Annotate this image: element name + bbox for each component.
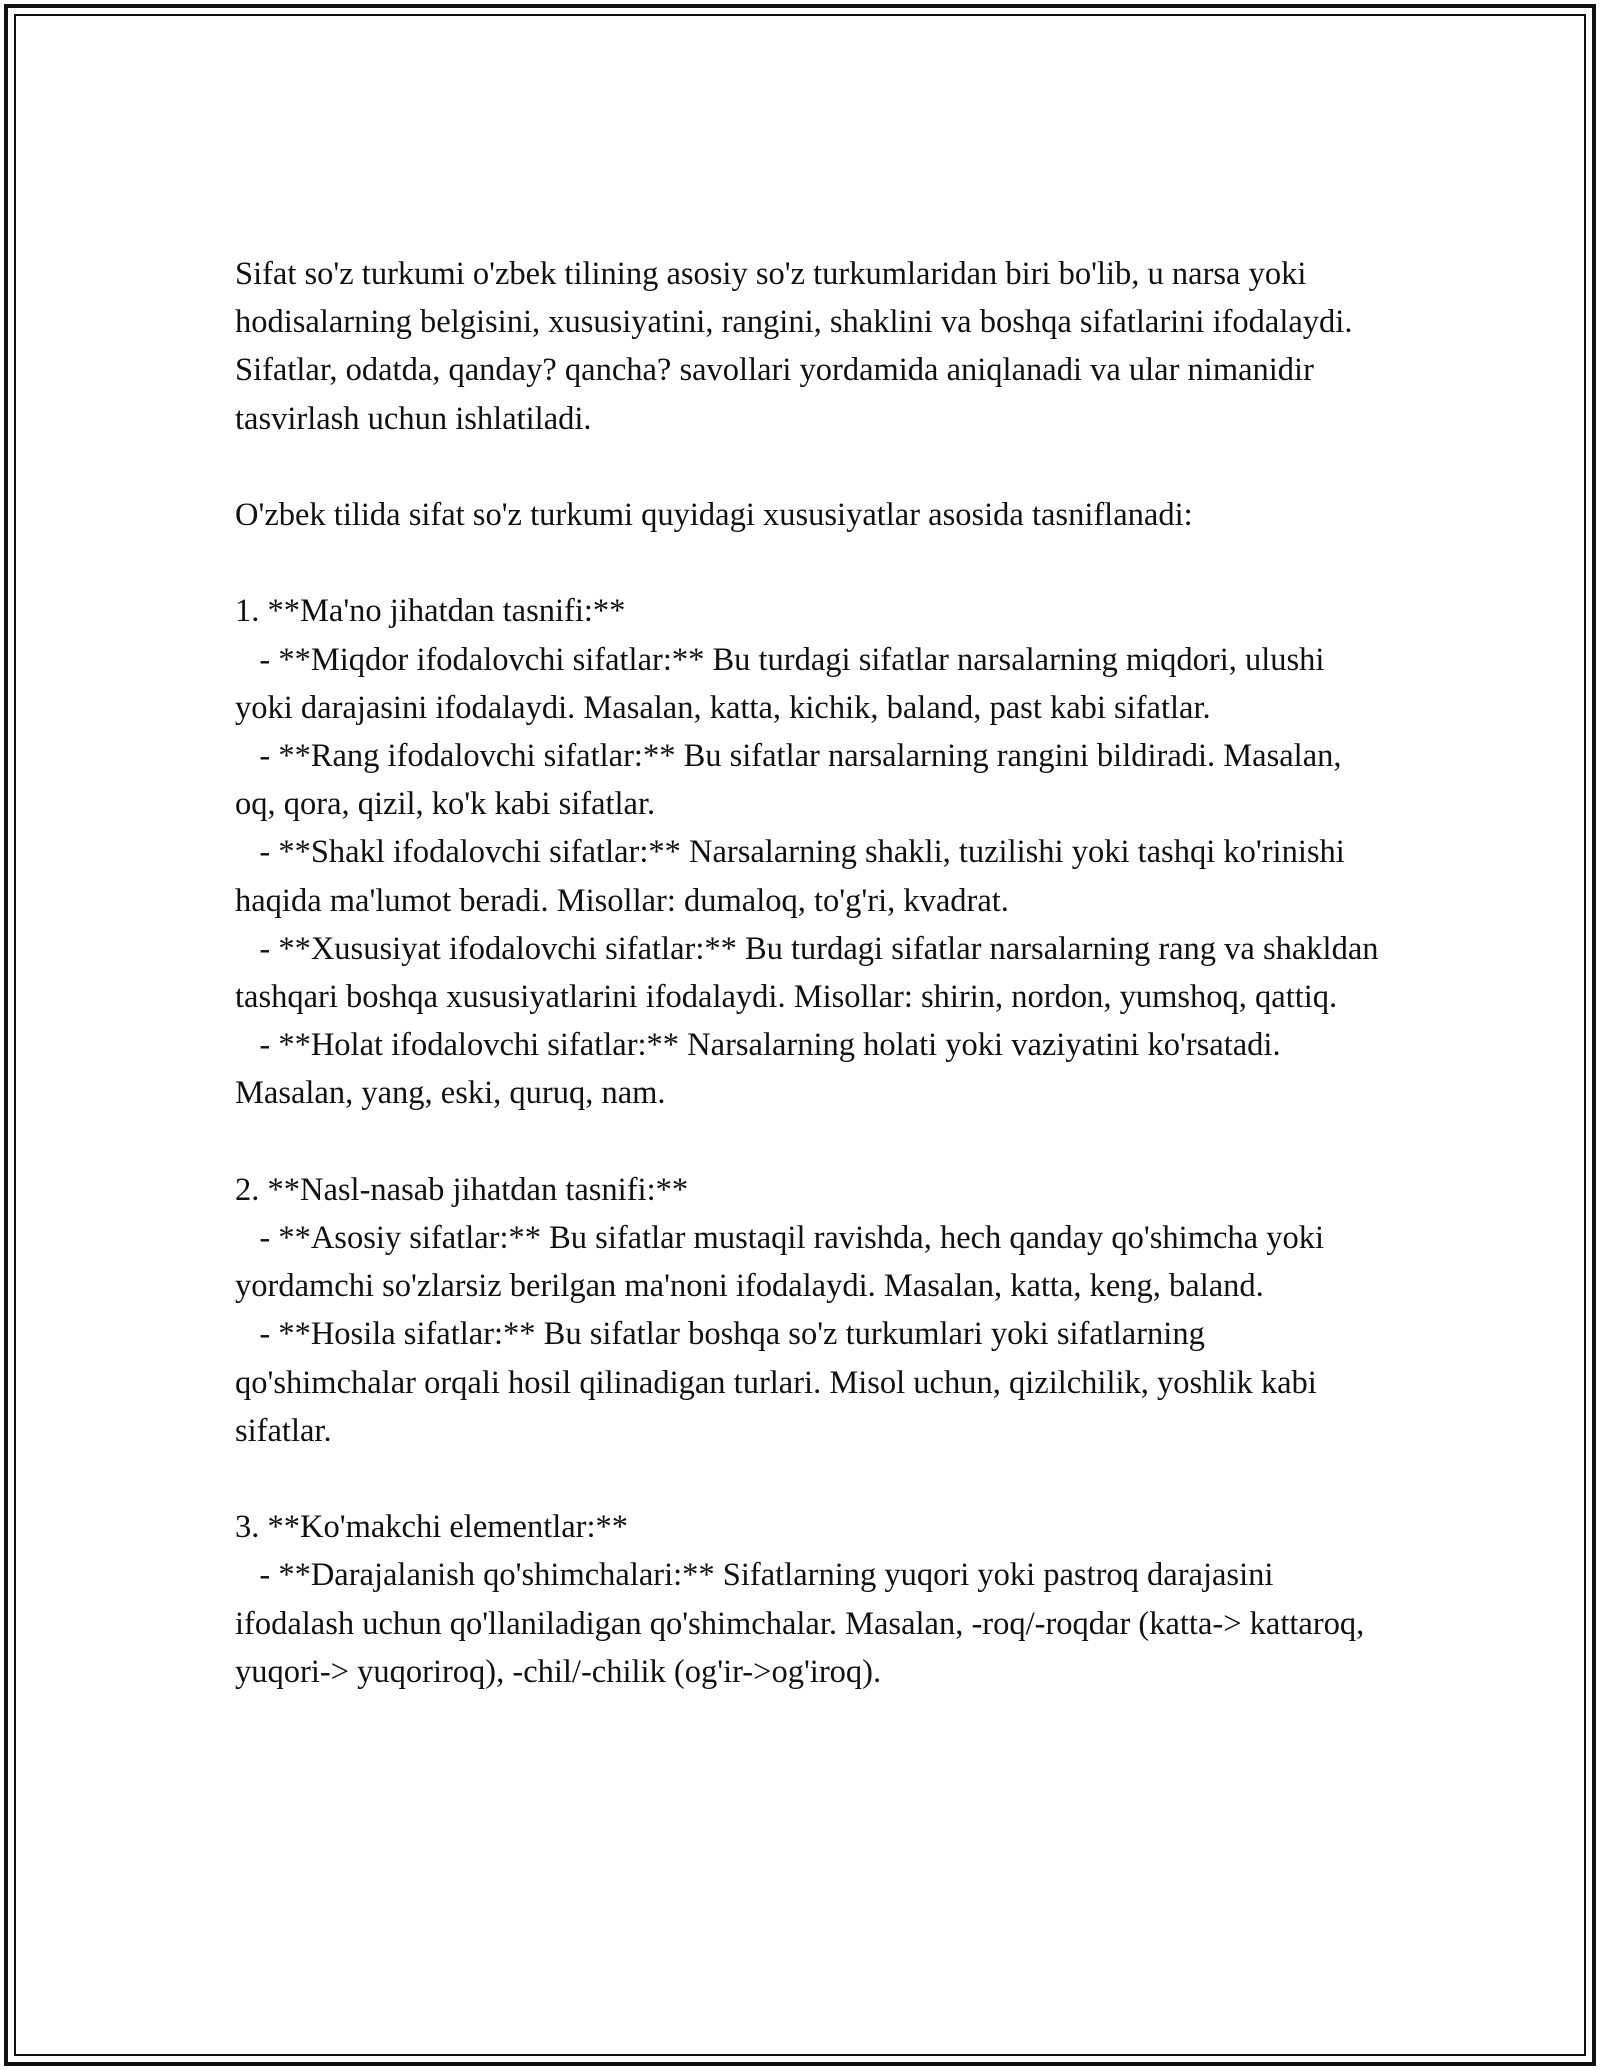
list-item-text: - **Darajalanish qo'shimchalari:** Sifatlarning yuqori yoki pastroq darajasini ifodalash uchun qo'llaniladigan qo'shimchalar. Masalan, -roq/-roqdar (katta-> kattaroq, yuqori-> yuqoriroq), -chil/-chilik (og'ir->og'iroq). [235, 1557, 1365, 1690]
paragraph-gap [235, 539, 1385, 587]
section-heading: 2. **Nasl-nasab jihatdan tasnifi:** [235, 1171, 689, 1208]
list-item [235, 1214, 1385, 1310]
section-3 [235, 1503, 1385, 1696]
list-item [235, 1310, 1385, 1455]
list-item-text: - **Holat ifodalovchi sifatlar:** Narsalarning holati yoki vaziyatini ko'rsatadi. Masalan, yang, eski, quruq, nam. [235, 1027, 1281, 1112]
document-body [235, 250, 1385, 1696]
list-item-text: - **Hosila sifatlar:** Bu sifatlar boshqa so'z turkumlari yoki sifatlarning qo'shimchalar orqali hosil qilinadigan turlari. Misol uchun, qizilchilik, yoshlik kabi sifatlar. [235, 1316, 1317, 1449]
list-item [235, 636, 1385, 732]
list-item [235, 1021, 1385, 1117]
lead-paragraph: O'zbek tilida sifat so'z turkumi quyidagi xususiyatlar asosida tasniflanadi: [235, 497, 1193, 533]
paragraph-gap [235, 1118, 1385, 1166]
list-item-text: - **Asosiy sifatlar:** Bu sifatlar mustaqil ravishda, hech qanday qo'shimcha yoki yordamchi so'zlarsiz berilgan ma'noni ifodalaydi. Masalan, katta, keng, baland. [235, 1220, 1324, 1305]
list-item-text: - **Rang ifodalovchi sifatlar:** Bu sifatlar narsalarning rangini bildiradi. Masalan, oq, qora, qizil, ko'k kabi sifatlar. [235, 738, 1342, 823]
list-item [235, 925, 1385, 1021]
section-heading: 3. **Ko'makchi elementlar:** [235, 1509, 629, 1546]
list-item [235, 732, 1385, 828]
list-item [235, 828, 1385, 924]
paragraph-gap [235, 443, 1385, 491]
list-item-text: - **Xususiyat ifodalovchi sifatlar:** Bu turdagi sifatlar narsalarning rang va shakldan tashqari boshqa xususiyatlarini ifodalaydi. Misollar: shirin, nordon, yumshoq, qattiq. [235, 930, 1379, 1016]
paragraph-gap [235, 1455, 1385, 1503]
section-2 [235, 1166, 1385, 1455]
list-item-text: - **Miqdor ifodalovchi sifatlar:** Bu turdagi sifatlar narsalarning miqdori, ulushi yoki darajasini ifodalaydi. Masalan, katta, kichik, baland, past kabi sifatlar. [235, 641, 1325, 726]
section-1 [235, 587, 1385, 1117]
list-item [235, 1551, 1385, 1696]
intro-paragraph: Sifat so'z turkumi o'zbek tilining asosiy so'z turkumlaridan biri bo'lib, u narsa yoki hodisalarning belgisini, xususiyatini, rangini, shaklini va boshqa sifatlarini ifodalaydi. Sifatlar, odatda, qanday? qancha? savollari yordamida aniqlanadi va ular nimanidir tasvirlash uchun ishlatiladi. [235, 256, 1353, 437]
section-heading: 1. **Ma'no jihatdan tasnifi:** [235, 593, 626, 630]
list-item-text: - **Shakl ifodalovchi sifatlar:** Narsalarning shakli, tuzilishi yoki tashqi ko'rinishi haqida ma'lumot beradi. Misollar: dumaloq, to'g'ri, kvadrat. [235, 834, 1345, 919]
